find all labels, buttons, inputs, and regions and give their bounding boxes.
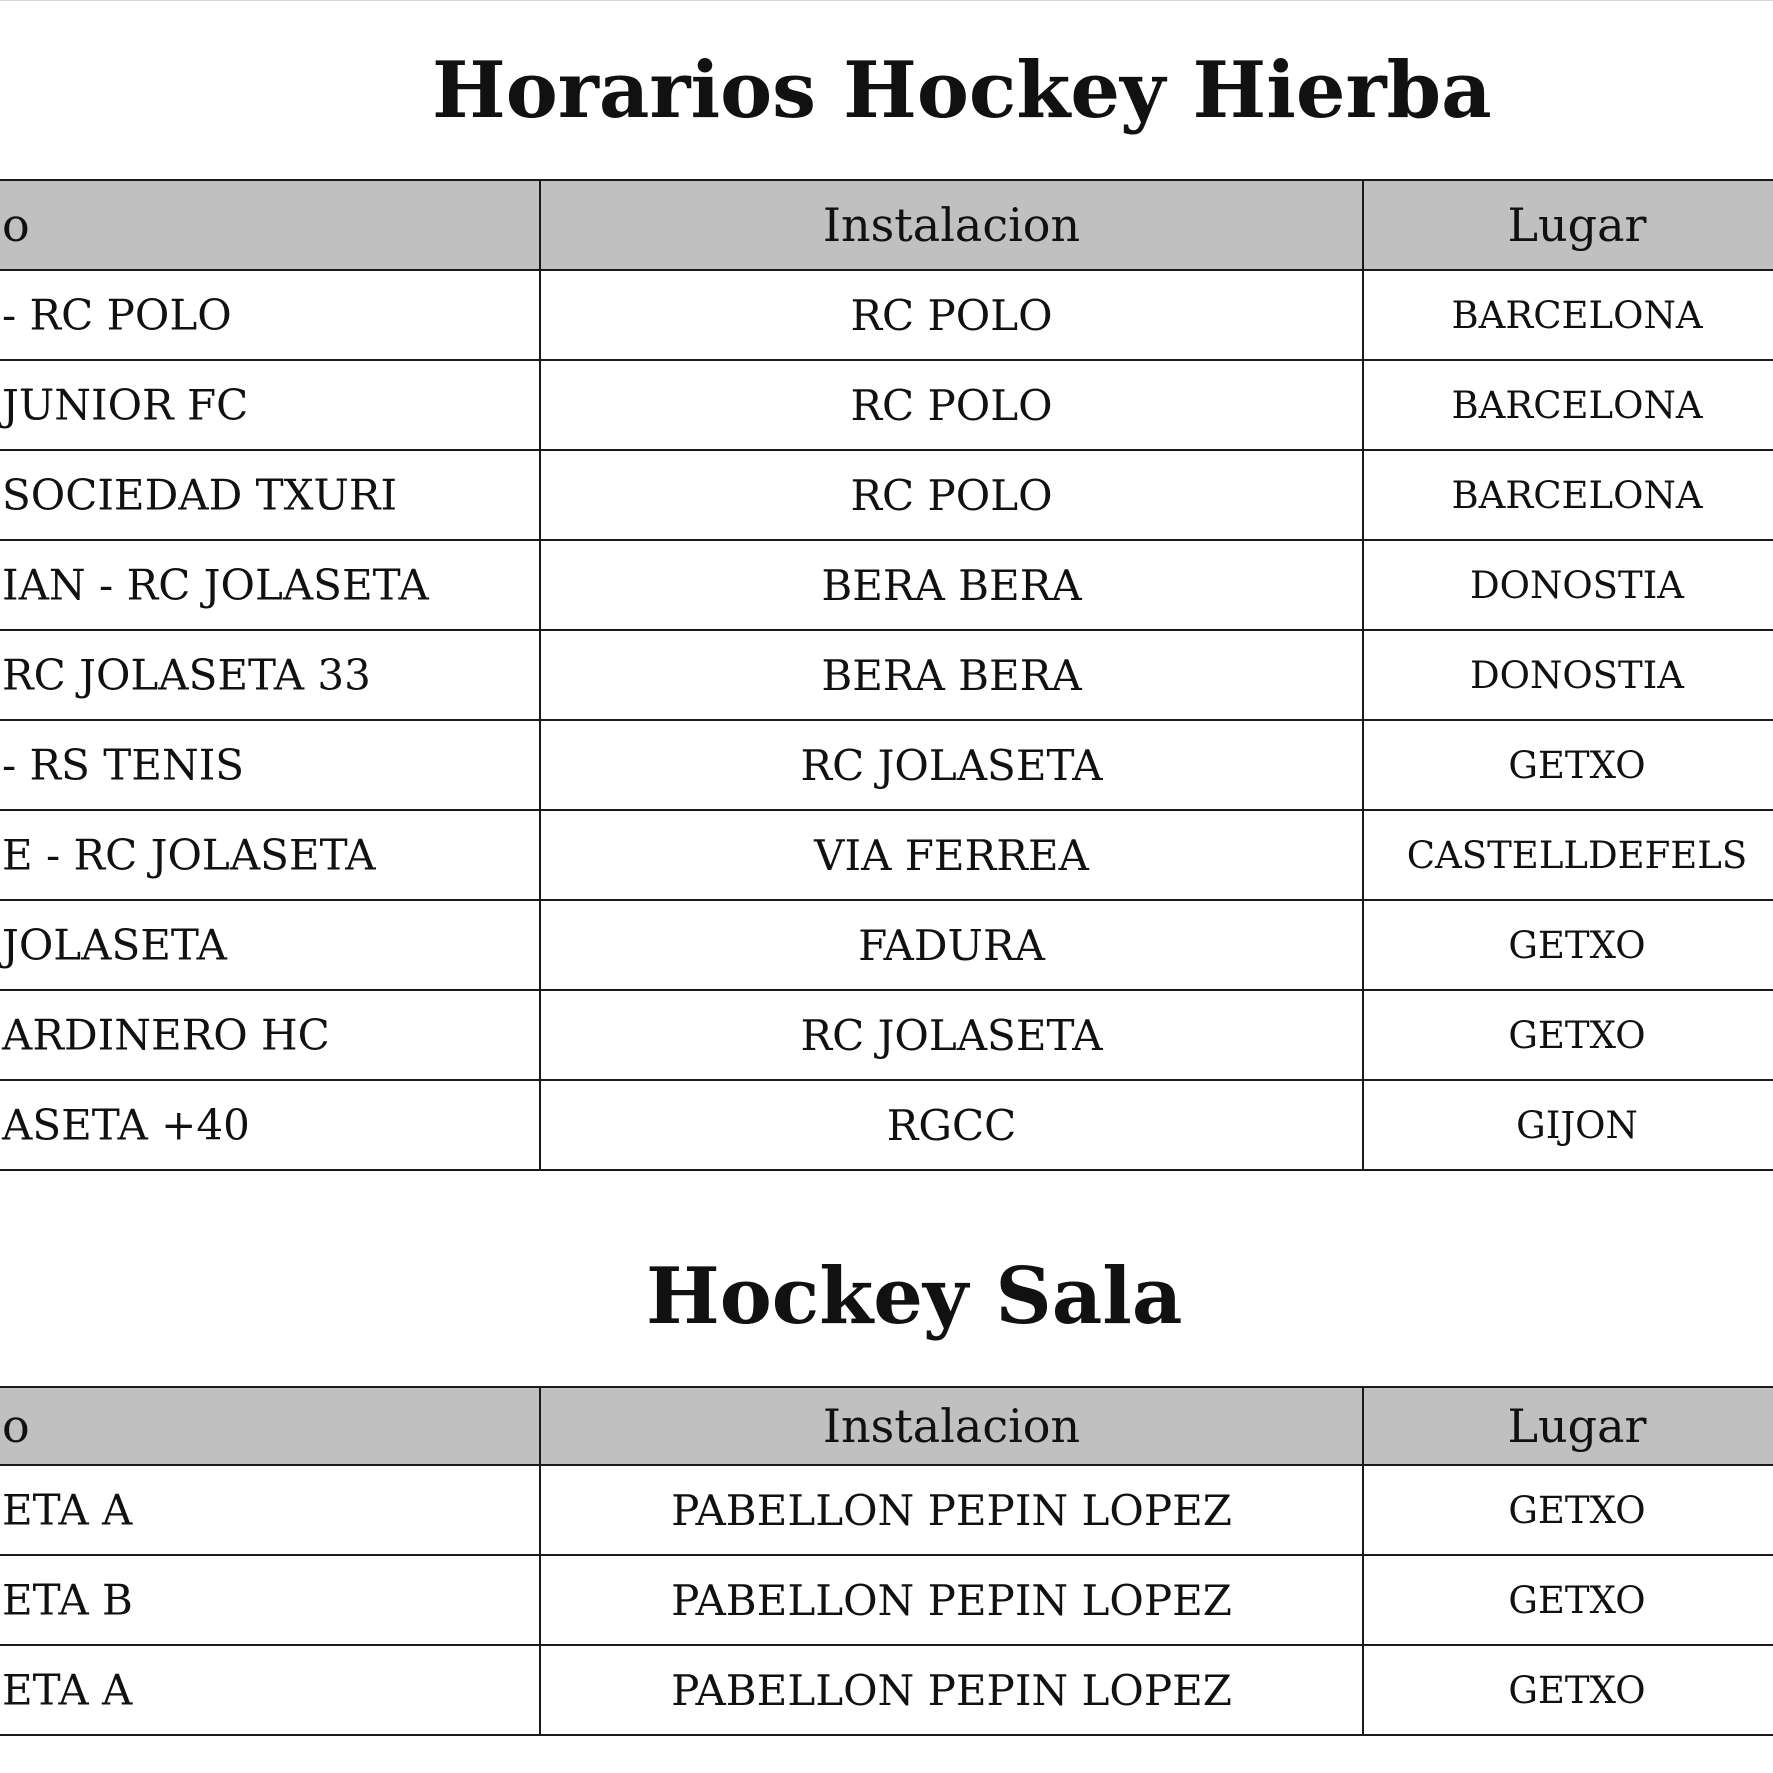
place-label: BARCELONA bbox=[1451, 473, 1703, 517]
table-row bbox=[0, 540, 1773, 630]
place-cell bbox=[1363, 810, 1773, 900]
table-row bbox=[0, 1465, 1773, 1555]
installation-cell: PABELLON PEPIN LOPEZ bbox=[540, 1555, 1363, 1645]
match-label: - RS TENIS bbox=[2, 740, 245, 790]
installation-cell: VIA FERREA bbox=[540, 810, 1363, 900]
table-row bbox=[0, 1555, 1773, 1645]
place-cell bbox=[1363, 630, 1773, 720]
match-label: ETA B bbox=[2, 1575, 133, 1625]
installation-cell: RC POLO bbox=[540, 270, 1363, 360]
installation-cell: FADURA bbox=[540, 900, 1363, 990]
table-row bbox=[0, 900, 1773, 990]
place-cell bbox=[1363, 720, 1773, 810]
match-cell bbox=[0, 630, 540, 720]
installation-cell: RC JOLASETA bbox=[540, 720, 1363, 810]
place-label: GIJON bbox=[1516, 1103, 1638, 1147]
installation-cell: RC JOLASETA bbox=[540, 990, 1363, 1080]
hockey-hierba-schedule-table bbox=[0, 179, 1773, 1171]
place-label: CASTELLDEFELS bbox=[1406, 833, 1748, 877]
column-header-place-label: Lugar bbox=[1507, 1399, 1647, 1453]
table-row bbox=[0, 810, 1773, 900]
match-label: ARDINERO HC bbox=[2, 1010, 330, 1060]
column-header-match bbox=[0, 1387, 540, 1465]
place-cell bbox=[1363, 360, 1773, 450]
match-label: JOLASETA bbox=[2, 920, 227, 970]
place-label: DONOSTIA bbox=[1469, 653, 1685, 697]
match-cell bbox=[0, 1555, 540, 1645]
match-label: ETA A bbox=[2, 1665, 133, 1715]
place-cell bbox=[1363, 450, 1773, 540]
match-cell bbox=[0, 990, 540, 1080]
match-cell bbox=[0, 720, 540, 810]
place-cell bbox=[1363, 900, 1773, 990]
place-label: GETXO bbox=[1508, 1668, 1646, 1712]
place-cell bbox=[1363, 540, 1773, 630]
match-label: SOCIEDAD TXURI bbox=[2, 470, 398, 520]
section-title-hockey-sala: Hockey Sala bbox=[646, 1251, 1183, 1342]
match-label: ASETA +40 bbox=[2, 1100, 250, 1150]
table-row bbox=[0, 1645, 1773, 1735]
match-cell bbox=[0, 450, 540, 540]
match-cell bbox=[0, 1465, 540, 1555]
match-label: E - RC JOLASETA bbox=[2, 830, 376, 880]
table-row bbox=[0, 270, 1773, 360]
place-cell bbox=[1363, 1555, 1773, 1645]
match-label: IAN - RC JOLASETA bbox=[2, 560, 429, 610]
installation-cell: PABELLON PEPIN LOPEZ bbox=[540, 1645, 1363, 1735]
column-header-match-label: o bbox=[2, 198, 30, 252]
match-cell bbox=[0, 900, 540, 990]
match-cell bbox=[0, 360, 540, 450]
match-label: RC JOLASETA 33 bbox=[2, 650, 371, 700]
installation-cell: RC POLO bbox=[540, 450, 1363, 540]
place-label: GETXO bbox=[1508, 923, 1646, 967]
match-label: - RC POLO bbox=[2, 290, 232, 340]
column-header-place bbox=[1363, 1387, 1773, 1465]
column-header-installation: Instalacion bbox=[540, 180, 1363, 270]
hockey-sala-schedule-table bbox=[0, 1386, 1773, 1736]
column-header-match-label: o bbox=[2, 1399, 30, 1453]
place-label: BARCELONA bbox=[1451, 293, 1703, 337]
installation-cell: BERA BERA bbox=[540, 630, 1363, 720]
match-cell bbox=[0, 810, 540, 900]
table-row bbox=[0, 720, 1773, 810]
place-cell bbox=[1363, 990, 1773, 1080]
table-row bbox=[0, 630, 1773, 720]
place-label: GETXO bbox=[1508, 743, 1646, 787]
match-label: JUNIOR FC bbox=[2, 380, 249, 430]
match-cell bbox=[0, 270, 540, 360]
installation-cell: RC POLO bbox=[540, 360, 1363, 450]
installation-cell: BERA BERA bbox=[540, 540, 1363, 630]
match-cell bbox=[0, 540, 540, 630]
column-header-place bbox=[1363, 180, 1773, 270]
table-header-row bbox=[0, 180, 1773, 270]
page-title-hockey-hierba: Horarios Hockey Hierba bbox=[432, 45, 1492, 136]
match-cell bbox=[0, 1080, 540, 1170]
place-cell bbox=[1363, 1080, 1773, 1170]
table-header-row bbox=[0, 1387, 1773, 1465]
place-label: GETXO bbox=[1508, 1488, 1646, 1532]
place-label: GETXO bbox=[1508, 1013, 1646, 1057]
match-cell bbox=[0, 1645, 540, 1735]
place-cell bbox=[1363, 270, 1773, 360]
column-header-place-label: Lugar bbox=[1507, 198, 1647, 252]
installation-cell: RGCC bbox=[540, 1080, 1363, 1170]
top-border-line bbox=[0, 0, 1773, 1]
column-header-installation: Instalacion bbox=[540, 1387, 1363, 1465]
table-row bbox=[0, 1080, 1773, 1170]
place-label: BARCELONA bbox=[1451, 383, 1703, 427]
table-row bbox=[0, 990, 1773, 1080]
place-cell bbox=[1363, 1465, 1773, 1555]
place-cell bbox=[1363, 1645, 1773, 1735]
table-row bbox=[0, 450, 1773, 540]
table-row bbox=[0, 360, 1773, 450]
installation-cell: PABELLON PEPIN LOPEZ bbox=[540, 1465, 1363, 1555]
place-label: DONOSTIA bbox=[1469, 563, 1685, 607]
match-label: ETA A bbox=[2, 1485, 133, 1535]
column-header-match bbox=[0, 180, 540, 270]
place-label: GETXO bbox=[1508, 1578, 1646, 1622]
